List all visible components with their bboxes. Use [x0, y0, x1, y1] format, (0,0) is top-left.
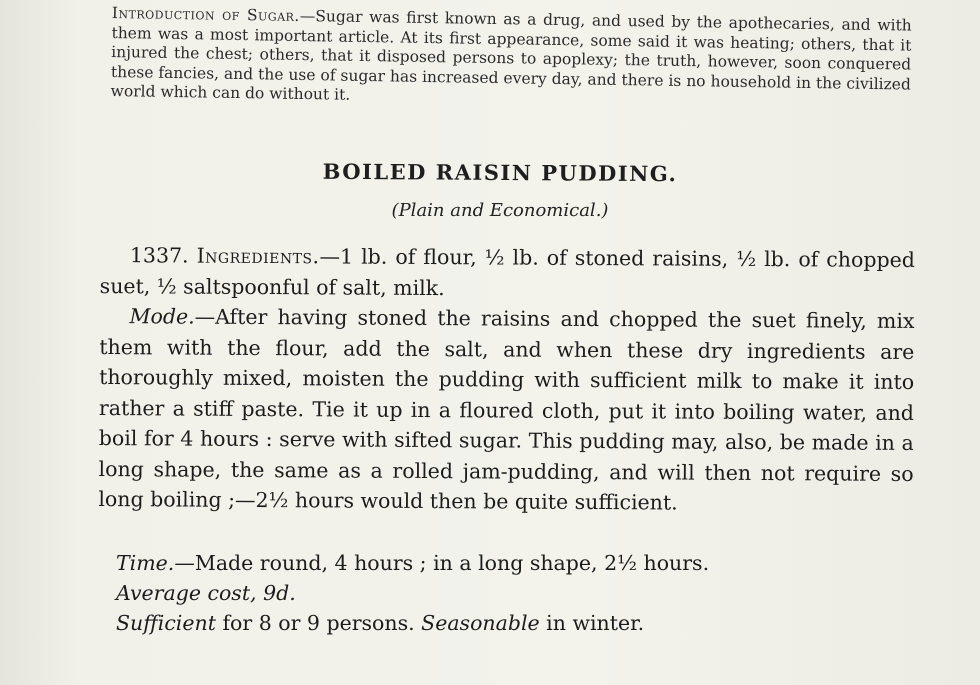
intro-paragraph	[110, 4, 911, 114]
sufficient-label: Sufficient	[116, 611, 216, 635]
ingredients-label: Ingredients.	[196, 243, 320, 269]
time-text: —Made round, 4 hours ; in a long shape, 2½ hours.	[174, 551, 710, 575]
recipe-meta	[116, 548, 709, 638]
mode-label: Mode.	[129, 304, 195, 329]
intro-heading: Introduction of Sugar.	[111, 4, 300, 25]
cost-line: Average cost, 9d.	[116, 581, 296, 605]
ingredients-text: —1 lb. of flour, ½ lb. of stoned raisins, ½ lb. of chopped suet, ½ saltspoonful of salt, milk.	[99, 244, 915, 300]
recipe-body	[98, 240, 915, 519]
ingredients-paragraph	[100, 240, 915, 306]
sufficient-text: for 8 or 9 persons.	[215, 611, 422, 635]
mode-text: —After having stoned the raisins and chopped the suet finely, mix them with the flour, add the salt, and when these dry ingredients are thoroughly mixed, moisten the pudding with sufficient milk to make it into rather a stiff paste. Tie it up in a floured cloth, put it into boiling water, and boil for 4 hours : serve with sifted sugar. This pudding may, also, be made in a long shape, the same as a rolled jam-pudding, and will then not require so long boiling ;—2½ hours would then be quite sufficient.	[98, 304, 915, 515]
recipe-number: 1337.	[129, 243, 189, 268]
mode-paragraph	[98, 301, 914, 519]
intro-text: —Sugar was first known as a drug, and used by the apothecaries, and with them was a most important article. At its first appearance, some said it was heating; others, that it injured the chest; others, that it disposed persons to apoplexy; the truth, however, soon conquered these fancies, and the use of sugar has increased every day, and there is no household in the civilized world which can do without it.	[110, 6, 912, 104]
time-label: Time.	[116, 551, 175, 575]
seasonable-label: Seasonable	[421, 611, 540, 635]
recipe-title: BOILED RAISIN PUDDING.	[322, 158, 678, 187]
sufficient-line	[116, 608, 709, 638]
recipe-subtitle: (Plain and Economical.)	[391, 200, 609, 221]
seasonable-text: in winter.	[539, 611, 645, 635]
time-line	[116, 548, 709, 578]
